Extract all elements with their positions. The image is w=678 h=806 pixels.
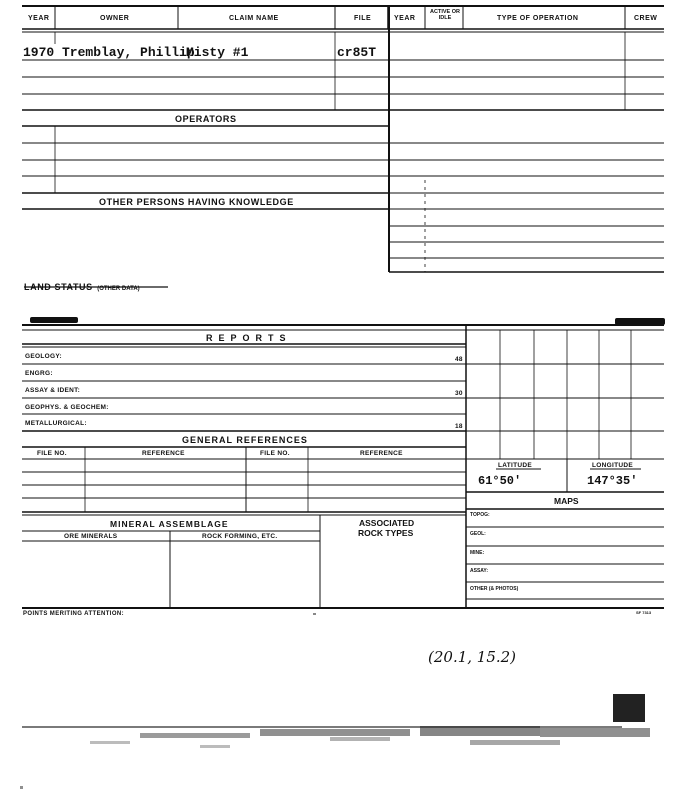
entry-owner: Tremblay, Phillip	[62, 45, 195, 60]
report-engrg-label: ENGRG:	[25, 370, 53, 377]
latitude-value: 61°50'	[478, 474, 522, 488]
latitude-label: LATITUDE	[498, 462, 533, 469]
map-topog-label: TOPOG:	[470, 512, 490, 518]
longitude-value: 147°35'	[587, 474, 638, 488]
entry-year: 1970	[23, 45, 55, 60]
map-geol-label: GEOL:	[470, 531, 486, 537]
map-assay-label: ASSAY:	[470, 568, 489, 574]
form-number: SF 7313	[636, 610, 652, 615]
report-geophys-label: GEOPHYS. & GEOCHEM:	[25, 404, 109, 411]
header-active-or-idle: ACTIVE OR IDLE	[430, 9, 460, 21]
header-year-2: YEAR	[394, 15, 416, 22]
report-assay-num: 30	[455, 390, 463, 397]
maps-title: MAPS	[554, 496, 579, 506]
report-assay-label: ASSAY & IDENT:	[25, 387, 81, 394]
report-geology-num: 48	[455, 356, 463, 363]
map-other-label: OTHER (& PHOTOS)	[470, 586, 519, 592]
mineral-assemblage-title: MINERAL ASSEMBLAGE	[110, 519, 229, 529]
general-references-title: GENERAL REFERENCES	[182, 435, 308, 445]
report-geology-label: GEOLOGY:	[25, 353, 62, 360]
land-status-title: LAND STATUS (OTHER DATA)	[24, 282, 140, 292]
ref-header-file-no: FILE NO.	[37, 450, 67, 457]
entry-file: cr85T	[337, 45, 377, 60]
report-metallurgical-num: 18	[455, 423, 463, 430]
header-file: FILE	[354, 15, 372, 22]
reports-title: REPORTS	[206, 333, 292, 343]
entry-claim-name: Misty #1	[186, 45, 249, 60]
associated-label: ASSOCIATED	[359, 518, 415, 528]
ref-header-reference: REFERENCE	[142, 450, 185, 457]
ref-header-reference-2: REFERENCE	[360, 450, 403, 457]
points-meriting-attention-label: POINTS MERITING ATTENTION:	[23, 611, 125, 617]
operators-title: OPERATORS	[175, 114, 237, 124]
handwritten-note: (20.1, 15.2)	[428, 648, 517, 666]
header-claim-name: CLAIM NAME	[229, 15, 279, 22]
rock-types-label: ROCK TYPES	[358, 528, 414, 538]
longitude-label: LONGITUDE	[592, 462, 633, 469]
ore-minerals-label: ORE MINERALS	[64, 533, 118, 540]
header-owner: OWNER	[100, 15, 130, 22]
header-type-of-operation: TYPE OF OPERATION	[497, 15, 579, 22]
ref-header-file-no-2: FILE NO.	[260, 450, 290, 457]
map-mine-label: MINE:	[470, 550, 485, 556]
header-year: YEAR	[28, 15, 50, 22]
rock-forming-label: ROCK FORMING, ETC.	[202, 533, 278, 540]
header-crew: CREW	[634, 15, 658, 22]
other-persons-title: OTHER PERSONS HAVING KNOWLEDGE	[99, 197, 294, 207]
report-metallurgical-label: METALLURGICAL:	[25, 420, 87, 427]
